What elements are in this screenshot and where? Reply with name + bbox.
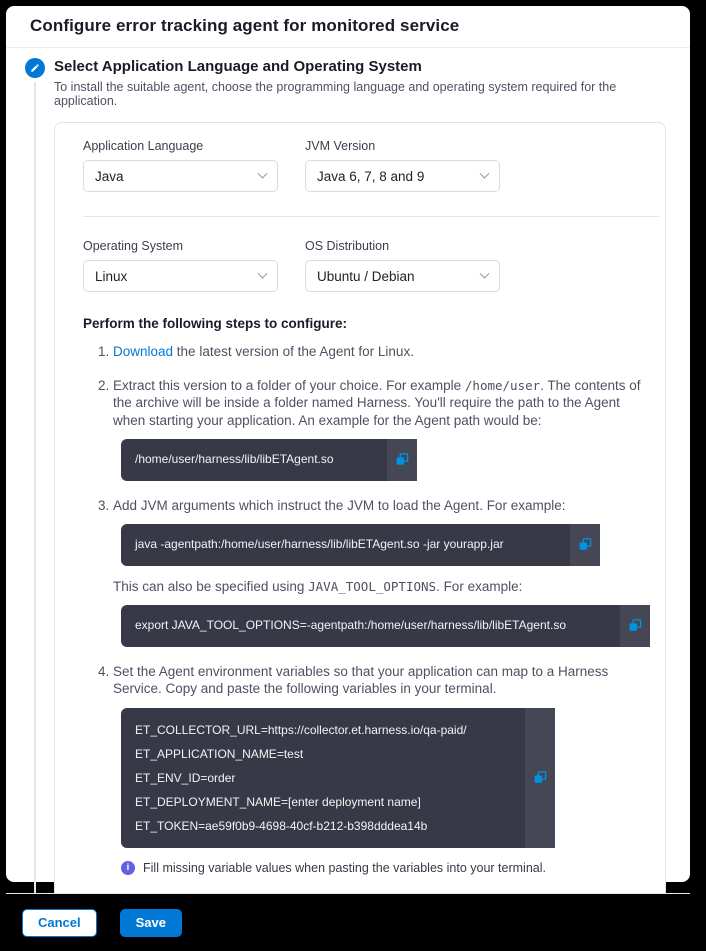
- env-line-env-id: ET_ENV_ID=order: [135, 770, 236, 785]
- step-jvm-args: [113, 497, 643, 647]
- step-connector-line: [34, 82, 36, 893]
- step-extract: [113, 377, 643, 481]
- jvm-version-label: JVM Version: [305, 139, 376, 153]
- chevron-down-icon: [480, 168, 490, 178]
- configure-agent-modal: [6, 6, 690, 930]
- copy-jvm-args-button[interactable]: [570, 524, 600, 566]
- configure-steps-list: [83, 343, 643, 877]
- modal-body: [6, 48, 690, 893]
- save-button[interactable]: Save: [120, 909, 182, 937]
- application-language-value: Java: [95, 168, 124, 184]
- configure-steps-heading: Perform the following steps to configure:: [83, 316, 348, 331]
- operating-system-label: Operating System: [83, 239, 184, 253]
- step-title: Select Application Language and Operating System: [54, 58, 422, 75]
- modal-header: [6, 6, 690, 48]
- chevron-down-icon: [258, 268, 268, 278]
- agent-path-code-block: [121, 439, 417, 481]
- copy-icon: [579, 538, 592, 551]
- env-vars-code-text: [121, 708, 525, 848]
- jvm-version-value: Java 6, 7, 8 and 9: [317, 168, 425, 184]
- env-line-application-name: ET_APPLICATION_NAME=test: [135, 746, 304, 761]
- application-language-select[interactable]: [83, 160, 278, 192]
- java-tool-options-code-text: export JAVA_TOOL_OPTIONS=-agentpath:/home/user/harness/lib/libETAgent.so: [135, 618, 566, 632]
- jvm-args-code-text: java -agentpath:/home/user/harness/lib/libETAgent.so -jar yourapp.jar: [135, 537, 504, 551]
- jvm-args-code-block: [121, 524, 600, 566]
- form-divider: [83, 216, 659, 217]
- agent-config-card: [54, 122, 666, 893]
- operating-system-value: Linux: [95, 268, 128, 284]
- info-note: [121, 860, 643, 878]
- operating-system-group: [83, 239, 278, 292]
- step-rail: [22, 56, 48, 893]
- copy-agent-path-button[interactable]: [387, 439, 417, 481]
- cancel-button[interactable]: Cancel: [22, 909, 97, 937]
- download-link[interactable]: Download: [113, 344, 174, 359]
- step-download: [113, 343, 643, 361]
- pencil-icon: [30, 63, 40, 73]
- language-form-row: [83, 139, 665, 192]
- env-line-token: ET_TOKEN=ae59f0b9-4698-40cf-b212-b398dddea14b: [135, 818, 428, 833]
- copy-java-tool-options-button[interactable]: [620, 605, 650, 647]
- step-download-text: the latest version of the Agent for Linux.: [173, 344, 414, 359]
- wizard-step: [22, 56, 666, 893]
- java-tool-options-code-block: [121, 605, 650, 647]
- edit-step-icon: [25, 58, 45, 78]
- jvm-version-select[interactable]: [305, 160, 500, 192]
- copy-icon: [396, 453, 409, 466]
- os-distribution-label: OS Distribution: [305, 239, 390, 253]
- java-tool-options-text-after: . For example:: [436, 578, 523, 594]
- os-distribution-value: Ubuntu / Debian: [317, 268, 415, 284]
- os-distribution-select[interactable]: [305, 260, 500, 292]
- modal-title: Configure error tracking agent for monitored service: [30, 16, 460, 35]
- java-tool-options-paragraph: [113, 578, 643, 596]
- modal-footer: [6, 893, 690, 951]
- jvm-version-group: [305, 139, 500, 192]
- chevron-down-icon: [258, 168, 268, 178]
- application-language-label: Application Language: [83, 139, 204, 153]
- step-subtitle: To install the suitable agent, choose the programming language and operating system required for the application.: [54, 80, 617, 108]
- application-language-group: [83, 139, 278, 192]
- copy-env-vars-button[interactable]: [525, 708, 555, 848]
- os-distribution-group: [305, 239, 500, 292]
- agent-path-code-text: /home/user/harness/lib/libETAgent.so: [135, 452, 334, 466]
- env-line-collector-url: ET_COLLECTOR_URL=https://collector.et.harness.io/qa-paid/: [135, 722, 467, 737]
- java-tool-options-text-before: This can also be specified using: [113, 578, 309, 594]
- info-icon: i: [121, 861, 135, 875]
- step-extract-text-after: . The contents of the archive will be inside a folder named Harness. You'll require the path to the Agent when starting your application. An example for the Agent path would be:: [113, 377, 641, 428]
- step-content: [48, 56, 666, 893]
- env-vars-code-block: [121, 708, 555, 848]
- info-note-text: Fill missing variable values when pasting the variables into your terminal.: [143, 860, 546, 875]
- operating-system-select[interactable]: [83, 260, 278, 292]
- chevron-down-icon: [480, 268, 490, 278]
- step-env-vars-text: Set the Agent environment variables so that your application can map to a Harness Service. Copy and paste the following variables in your terminal.: [113, 663, 609, 696]
- java-tool-options-mono: JAVA_TOOL_OPTIONS: [308, 578, 437, 594]
- copy-icon: [629, 619, 642, 632]
- step-jvm-args-text: Add JVM arguments which instruct the JVM to load the Agent. For example:: [113, 497, 566, 513]
- step-extract-path-mono: /home/user: [464, 377, 541, 393]
- env-line-deployment-name: ET_DEPLOYMENT_NAME=[enter deployment name]: [135, 794, 421, 809]
- step-extract-text-before: Extract this version to a folder of your choice. For example: [113, 377, 465, 393]
- copy-icon: [534, 771, 547, 784]
- step-env-vars: [113, 663, 643, 878]
- os-form-row: [83, 239, 665, 292]
